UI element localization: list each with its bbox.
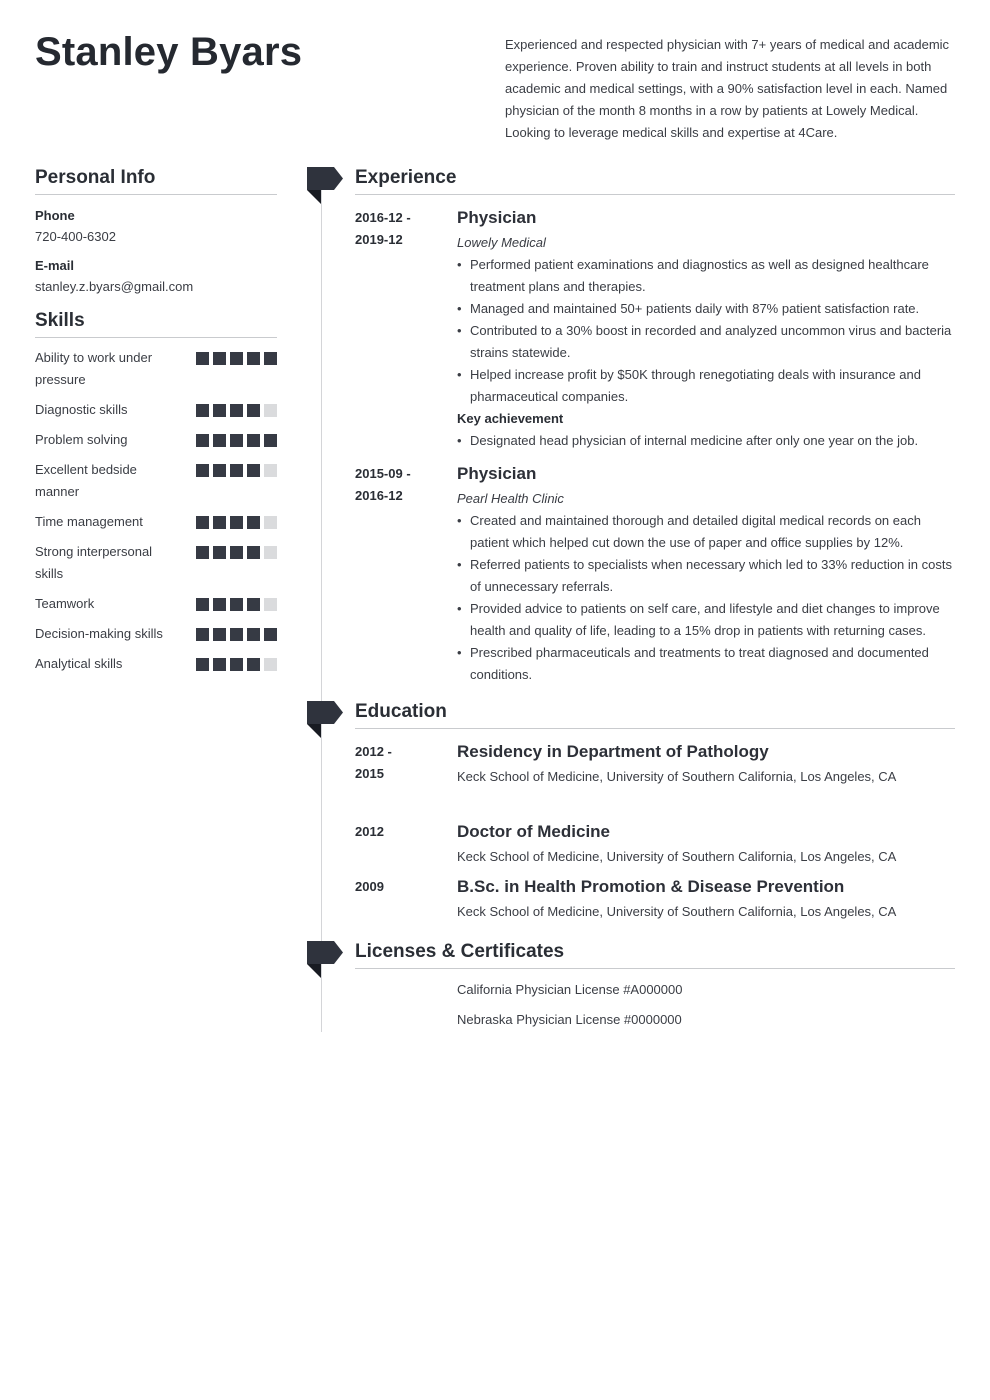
- skill-name: Analytical skills: [35, 656, 123, 671]
- skill-level-rating: [196, 464, 277, 477]
- skill-level-filled: [213, 352, 226, 365]
- skill-level-rating: [196, 404, 277, 417]
- skill-row: [35, 653, 277, 675]
- skill-level-filled: [247, 404, 260, 417]
- job-bullet: • Contributed to a 30% boost in recorded and analyzed uncommon virus and bacteria strains statewide.: [457, 320, 955, 364]
- key-achievement-label: Key achievement: [457, 411, 564, 426]
- degree-title: Doctor of Medicine: [457, 822, 611, 841]
- job-date-end: 2019-12: [355, 232, 403, 247]
- job-company: Lowely Medical: [457, 235, 546, 250]
- timeline-line: [321, 190, 322, 1032]
- key-achievement-bullets: [457, 430, 955, 452]
- skill-level-filled: [196, 546, 209, 559]
- skill-level-filled: [247, 464, 260, 477]
- skill-row: [35, 347, 277, 391]
- job-entry: [355, 463, 955, 686]
- skill-row: [35, 429, 277, 451]
- skill-level-filled: [247, 516, 260, 529]
- skill-level-filled: [247, 434, 260, 447]
- education-entry: [355, 876, 955, 923]
- skill-level-filled: [196, 598, 209, 611]
- education-section-marker: [307, 701, 343, 739]
- job-title: Physician: [457, 464, 537, 483]
- skill-level-filled: [264, 434, 277, 447]
- skill-name: Time management: [35, 514, 143, 529]
- licenses-heading: Licenses & Certificates: [355, 941, 955, 969]
- skill-row: [35, 511, 277, 533]
- license-entry: [355, 979, 955, 1001]
- licenses-section-marker: [307, 941, 343, 979]
- skill-level-empty: [264, 598, 277, 611]
- skill-level-filled: [213, 464, 226, 477]
- school-name: Keck School of Medicine, University of Southern California, Los Angeles, CA: [457, 769, 897, 784]
- education-date-start: 2009: [355, 879, 384, 894]
- skill-level-filled: [213, 404, 226, 417]
- job-date: [355, 463, 457, 686]
- job-entry: [355, 207, 955, 452]
- skill-level-filled: [230, 352, 243, 365]
- skills-list: [35, 347, 277, 675]
- key-achievement-bullet: • Designated head physician of internal medicine after only one year on the job.: [457, 430, 955, 452]
- education-date-start: 2012 -: [355, 744, 392, 759]
- education-date: [355, 741, 457, 788]
- skill-level-filled: [230, 464, 243, 477]
- skill-row: [35, 459, 277, 503]
- skill-level-filled: [247, 658, 260, 671]
- education-heading: Education: [355, 701, 955, 729]
- skill-row: [35, 399, 277, 421]
- education-date-end: 2015: [355, 766, 384, 781]
- skill-name: Teamwork: [35, 596, 95, 611]
- skill-level-filled: [247, 352, 260, 365]
- degree-title: B.Sc. in Health Promotion & Disease Prevention: [457, 877, 845, 896]
- experience-heading: Experience: [355, 167, 955, 195]
- education-date: [355, 876, 457, 923]
- degree-title: Residency in Department of Pathology: [457, 742, 769, 761]
- skill-level-filled: [196, 658, 209, 671]
- job-bullets: [457, 254, 955, 408]
- skill-level-filled: [247, 546, 260, 559]
- skill-level-filled: [230, 598, 243, 611]
- skill-level-filled: [213, 546, 226, 559]
- left-column: [35, 167, 277, 683]
- phone-value: 720-400-6302: [35, 229, 116, 244]
- job-bullet: • Performed patient examinations and diagnostics as well as designed healthcare treatment plans and therapies.: [457, 254, 955, 298]
- skill-level-filled: [247, 598, 260, 611]
- skill-level-rating: [196, 598, 277, 611]
- skill-level-filled: [196, 434, 209, 447]
- skill-level-filled: [213, 628, 226, 641]
- skill-name: Ability to work under pressure: [35, 350, 153, 387]
- skill-level-filled: [230, 434, 243, 447]
- license-item: Nebraska Physician License #0000000: [457, 1012, 682, 1027]
- skill-level-rating: [196, 546, 277, 559]
- skill-name: Strong interpersonal skills: [35, 544, 153, 581]
- education-section: [355, 701, 955, 923]
- education-entry: [355, 821, 955, 868]
- skill-level-filled: [196, 516, 209, 529]
- skill-name: Decision-making skills: [35, 626, 163, 641]
- job-date-end: 2016-12: [355, 488, 403, 503]
- skill-level-filled: [196, 628, 209, 641]
- skill-level-rating: [196, 658, 277, 671]
- skill-level-empty: [264, 658, 277, 671]
- skill-name: Diagnostic skills: [35, 402, 128, 417]
- skill-row: [35, 541, 277, 585]
- skill-level-rating: [196, 352, 277, 365]
- skill-level-filled: [196, 352, 209, 365]
- skill-level-filled: [196, 404, 209, 417]
- job-bullet: • Managed and maintained 50+ patients daily with 87% patient satisfaction rate.: [457, 298, 955, 320]
- skill-level-filled: [230, 516, 243, 529]
- skill-level-filled: [247, 628, 260, 641]
- skill-level-filled: [196, 464, 209, 477]
- skill-level-filled: [230, 404, 243, 417]
- education-date: [355, 821, 457, 868]
- skill-level-rating: [196, 516, 277, 529]
- skill-level-rating: [196, 434, 277, 447]
- skill-level-filled: [230, 658, 243, 671]
- job-date-start: 2016-12 -: [355, 210, 411, 225]
- school-name: Keck School of Medicine, University of Southern California, Los Angeles, CA: [457, 849, 897, 864]
- job-bullet: • Referred patients to specialists when necessary which led to 33% reduction in costs of unnecessary referrals.: [457, 554, 955, 598]
- job-date: [355, 207, 457, 452]
- skill-level-filled: [264, 352, 277, 365]
- skill-level-empty: [264, 516, 277, 529]
- education-entry: [355, 741, 955, 788]
- skill-name: Excellent bedside manner: [35, 462, 137, 499]
- skill-level-filled: [264, 628, 277, 641]
- skill-row: [35, 623, 277, 645]
- job-bullets: [457, 510, 955, 686]
- license-item: California Physician License #A000000: [457, 982, 683, 997]
- skill-level-filled: [213, 658, 226, 671]
- experience-section: [355, 167, 955, 686]
- job-bullet: • Created and maintained thorough and detailed digital medical records on each patient which helped cut down the use of paper and office supplies by 12%.: [457, 510, 955, 554]
- skill-level-filled: [230, 546, 243, 559]
- personal-info-heading: Personal Info: [35, 167, 277, 195]
- education-date-start: 2012: [355, 824, 384, 839]
- skill-name: Problem solving: [35, 432, 128, 447]
- skill-level-empty: [264, 546, 277, 559]
- skills-heading: Skills: [35, 310, 277, 338]
- job-bullet: • Provided advice to patients on self care, and lifestyle and diet changes to improve health and quality of life, leading to a 15% drop in patients with returning cases.: [457, 598, 955, 642]
- skill-level-rating: [196, 628, 277, 641]
- job-title: Physician: [457, 208, 537, 227]
- licenses-section: [355, 941, 955, 1031]
- skill-level-filled: [213, 598, 226, 611]
- job-bullet: • Prescribed pharmaceuticals and treatments to treat diagnosed and documented conditions.: [457, 642, 955, 686]
- license-entry: [355, 1009, 955, 1031]
- email-value: stanley.z.byars@gmail.com: [35, 279, 194, 294]
- skill-level-empty: [264, 404, 277, 417]
- experience-section-marker: [307, 167, 343, 205]
- job-date-start: 2015-09 -: [355, 466, 411, 481]
- job-company: Pearl Health Clinic: [457, 491, 564, 506]
- skill-row: [35, 593, 277, 615]
- resume-name: Stanley Byars: [35, 30, 303, 74]
- skill-level-filled: [213, 434, 226, 447]
- phone-label: Phone: [35, 208, 75, 223]
- email-label: E-mail: [35, 258, 75, 273]
- professional-summary: Experienced and respected physician with 7+ years of medical and academic experience. Proven ability to train and instruct students at all levels in both academic and medical settings, with a 90% satisfaction level in each. Named physician of the month 8 months in a row by patients at Lowely Medical. Looking to leverage medical skills and expertise at 4Care.: [505, 37, 950, 140]
- skill-level-filled: [213, 516, 226, 529]
- skill-level-filled: [230, 628, 243, 641]
- school-name: Keck School of Medicine, University of Southern California, Los Angeles, CA: [457, 904, 897, 919]
- skill-level-empty: [264, 464, 277, 477]
- job-bullet: • Helped increase profit by $50K through renegotiating deals with insurance and pharmaceutical companies.: [457, 364, 955, 408]
